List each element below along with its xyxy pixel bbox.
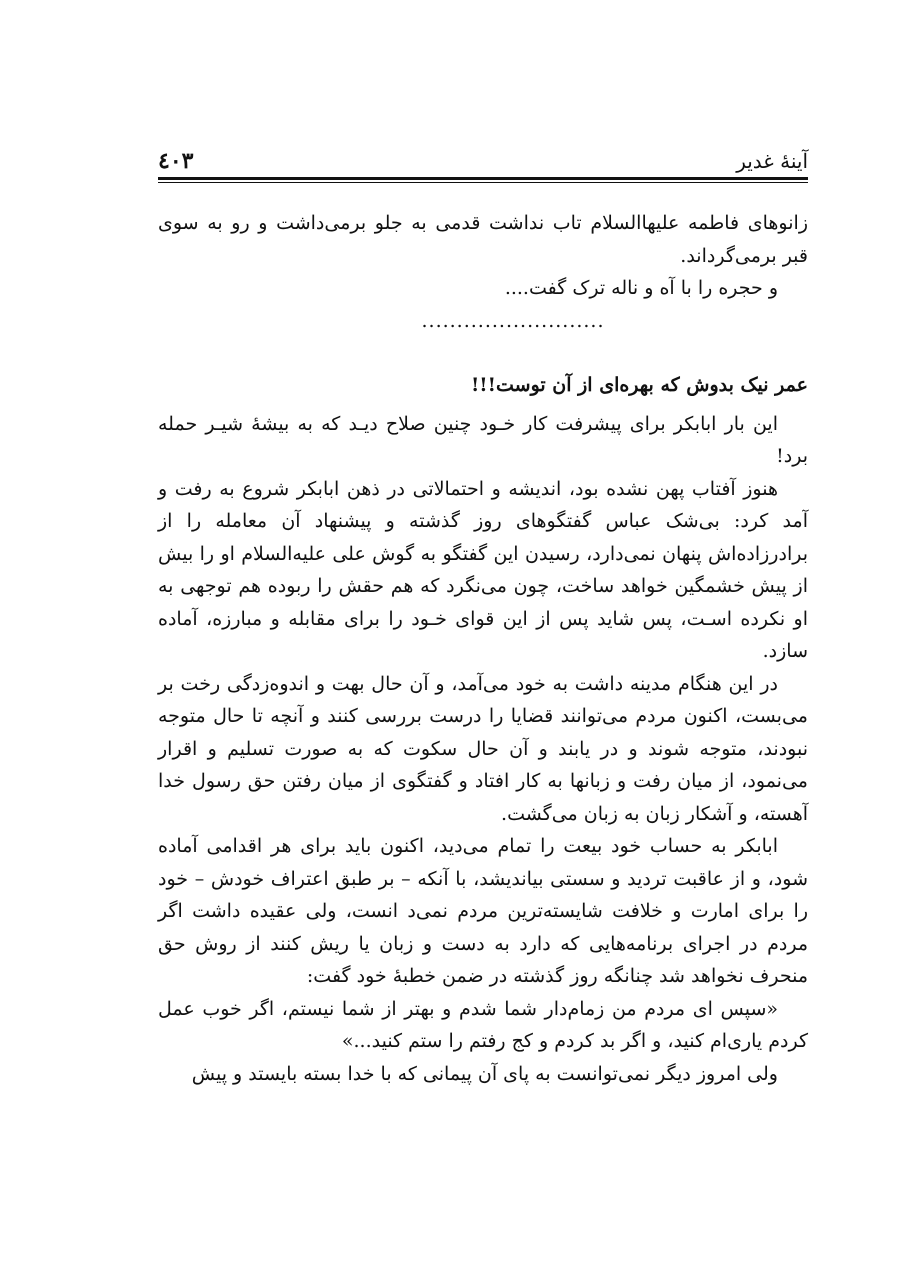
section-heading: عمر نیک بدوش که بهره‌ای از آن توست!!! [470,374,808,396]
paragraph: در این هنگام مدینه داشت به خود می‌آمد، و آن حال بهت و اندوه‌زدگی رخت بر می‌بست، اکنون مردم می‌توانند قضایا را درست بررسی کنند و آنچه تا حال متوجه نبودند، متوجه شوند و در یابند و آن حال سکوت که به صورت تسلیم و اقرار می‌نمود، از میان رفت و زبانها به کار افتاد و گفتگوی از میان رفتن حق رسول خدا آهسته، و آشکار زبان به زبان می‌گشت. [158,672,808,825]
paragraph: هنوز آفتاب پهن نشده بود، اندیشه و احتمالاتی در ذهن ابابکر شروع به رفت و آمد کرد: بی‌شک عباس گفتگوهای روز گذشته و پیشنهاد آن معامله را از برادرزاده‌اش پنهان نمی‌دارد، رسیدن این گفتگو به گوش علی علیه‌السلام او را بیش از پیش خشمگین خواهد ساخت، چون می‌نگرد که هم حقش را ربوده هم توجهی به او نکرده اسـت، پس شاید پس از این قوای خـود را برای مقابله و مبارزه، آماده سازد. [158,477,808,662]
header-rule-thick [158,177,808,180]
quote-paragraph: «سپس ای مردم من زمام‌دار شما شدم و بهتر از شما نیستم، اگر خوب عمل کردم یاری‌ام کنید، و اگر بد کردم و کج رفتم را ستم کنید...» [158,997,808,1052]
paragraph: این بار ابابکر برای پیشرفت کار خـود چنین صلاح دیـد که به بیشهٔ شیـر حمله برد! [158,412,808,467]
paragraph: ولی امروز دیگر نمی‌توانست به پای آن پیمانی که با خدا بسته بایستد و پیش [191,1062,778,1085]
header-rule-thin [158,182,808,183]
book-title: آینهٔ غدیر [736,149,808,173]
body-text [158,207,808,1090]
separator-dots: .......................... [421,309,605,332]
paragraph: ابابکر به حساب خود بیعت را تمام می‌دید، اکنون باید برای هر اقدامی آماده شود، و از عاقبت تردید و سستی بیاندیشد، با آنکه – بر طبق اعتراف خودش – خود را برای امارت و خلافت شایسته‌ترین مردم نمی‌د انست، ولی عقیده داشت اگر مردم در اجرای برنامه‌هایی که دارد به دست و زبان یا ریش کنند از روش حق منحرف نخواهد شد چنانگه روز گذشته در ضمن خطبهٔ خود گفت: [158,835,808,987]
running-header [158,146,808,176]
page-number: ٤٠٣ [158,148,194,174]
paragraph: و حجره را با آه و ناله ترک گفت.... [504,277,778,299]
paragraph: زانوهای فاطمه علیهاالسلام تاب نداشت قدمی به جلو برمی‌داشت و رو به سوی قبر برمی‌گرداند. [158,212,808,267]
